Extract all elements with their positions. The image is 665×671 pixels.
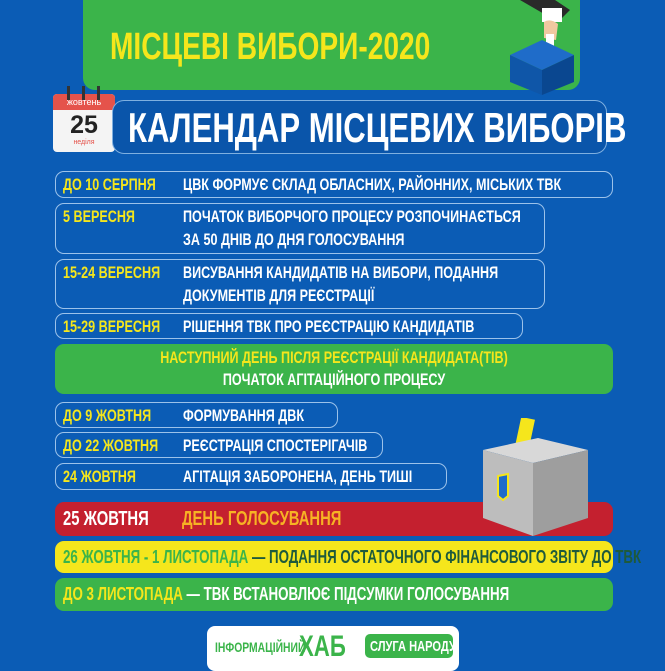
event-band-financial-report <box>55 541 642 573</box>
main-title: МІСЦЕВІ ВИБОРИ-2020 <box>110 26 431 68</box>
calendar-weekday: неділя <box>73 139 95 146</box>
event-row: 15-29 ВЕРЕСНЯ РІШЕННЯ ТВК ПРО РЕЄСТРАЦІЮ КАНДИДАТІВ <box>55 313 523 339</box>
event-row: ДО 9 ЖОВТНЯ ФОРМУВАННЯ ДВК <box>55 402 338 428</box>
date-text: 26 ЖОВТНЯ - 1 ЛИСТОПАДА — ПОДАННЯ ОСТАТОЧНОГО ФІНАНСОВОГО ЗВІТУ ДО ТВК <box>63 547 642 567</box>
event-row: 15-24 ВЕРЕСНЯ ВИСУВАННЯ КАНДИДАТІВ НА ВИБОРИ, ПОДАННЯ ДОКУМЕНТІВ ДЛЯ РЕЄСТРАЦІЇ <box>55 259 545 309</box>
calendar-month: жовтень <box>66 97 102 107</box>
page-title: КАЛЕНДАР МІСЦЕВИХ ВИБОРІВ <box>128 104 627 151</box>
event-row: 5 ВЕРЕСНЯ ПОЧАТОК ВИБОРЧОГО ПРОЦЕСУ РОЗПОЧИНАЄТЬСЯ ЗА 50 ДНІВ ДО ДНЯ ГОЛОСУВАННЯ <box>55 203 545 254</box>
footer-logo: ІНФОРМАЦІЙНИЙ ХАБ СЛУГА НАРОДУ <box>207 626 459 671</box>
event-band-voting-day: 25 ЖОВТНЯ ДЕНЬ ГОЛОСУВАННЯ <box>55 502 613 536</box>
event-row: 24 ЖОВТНЯ АГІТАЦІЯ ЗАБОРОНЕНА, ДЕНЬ ТИШІ <box>55 463 447 490</box>
ballot-box-icon <box>478 418 593 536</box>
event-row: ДО 22 ЖОВТНЯ РЕЄСТРАЦІЯ СПОСТЕРІГАЧІВ <box>55 432 383 458</box>
calendar-day: 25 <box>70 111 98 139</box>
date-text: ДО 3 ЛИСТОПАДА — ТВК ВСТАНОВЛЮЄ ПІДСУМКИ ГОЛОСУВАННЯ <box>63 584 510 604</box>
calendar-icon <box>53 86 115 152</box>
event-row: ДО 10 СЕРПНЯ ЦВК ФОРМУЄ СКЛАД ОБЛАСНИХ, РАЙОННИХ, МІСЬКИХ ТВК <box>55 171 613 198</box>
event-band-campaign: НАСТУПНИЙ ДЕНЬ ПІСЛЯ РЕЄСТРАЦІЇ КАНДИДАТА(ТІВ) ПОЧАТОК АГІТАЦІЙНОГО ПРОЦЕСУ <box>55 344 613 394</box>
ballot-box-hand-icon <box>480 0 590 95</box>
event-band-results <box>55 578 613 611</box>
